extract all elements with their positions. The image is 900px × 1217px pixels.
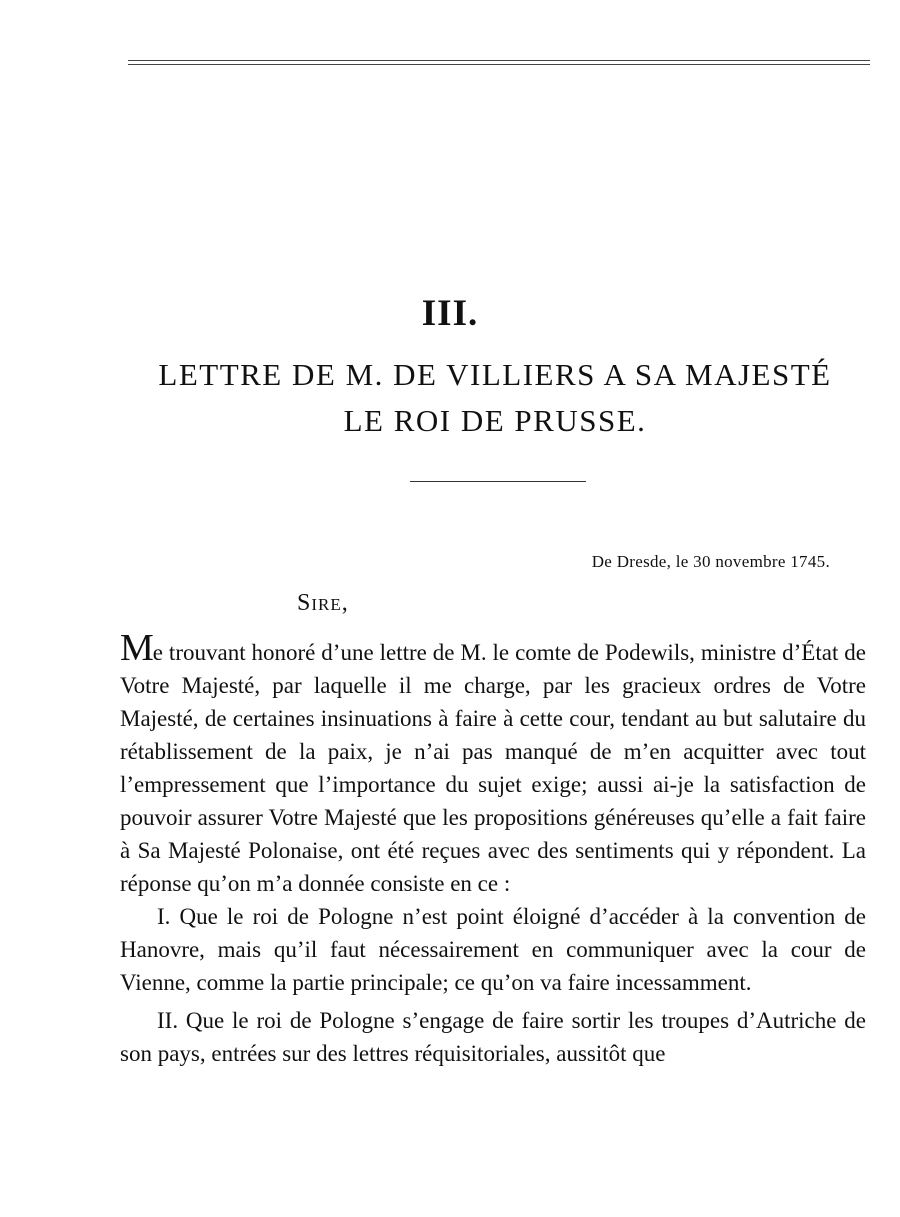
body-paragraph-2: I. Que le roi de Pologne n’est point éloigné d’accéder à la convention de Hanovre, mais qu’il faut nécessairement en communiquer avec la cour de Vienne, comme la partie principale; ce qu’on va faire incessamment. xyxy=(120,904,866,995)
title-divider-rule xyxy=(410,481,586,482)
chapter-title xyxy=(0,352,900,444)
letter-salutation: Sire, xyxy=(297,590,349,616)
letter-dateline: De Dresde, le 30 novembre 1745. xyxy=(591,552,830,571)
chapter-title-line-1: LETTRE DE M. DE VILLIERS A SA MAJESTÉ xyxy=(158,357,832,392)
letter-body xyxy=(120,627,866,1070)
chapter-number: III. xyxy=(421,293,479,334)
body-paragraph-1 xyxy=(120,627,866,900)
header-double-rule xyxy=(128,60,870,65)
drop-cap-letter: M xyxy=(120,627,153,669)
chapter-title-line-2: LE ROI DE PRUSSE. xyxy=(343,403,647,438)
body-paragraph-1-text: e trouvant honoré d’une lettre de M. le comte de Podewils, ministre d’État de Votre Majesté, par laquelle il me charge, par les gracieux ordres de Votre Majesté, de certaines insinuations à faire à cette cour, tendant au but salutaire du rétablissement de la paix, je n’ai pas manqué de m’en acquitter avec tout l’empressement que l’importance du sujet exige; aussi ai-je la satisfaction de pouvoir assurer Votre Majesté que les propositions généreuses qu’elle a fait faire à Sa Majesté Polonaise, ont été reçues avec des sentiments qui y répondent. La réponse qu’on m’a donnée consiste en ce : xyxy=(120,640,866,896)
body-paragraph-3: II. Que le roi de Pologne s’engage de faire sortir les troupes d’Autriche de son pays, entrées sur des lettres réquisitoriales, aussitôt que xyxy=(120,1008,866,1066)
